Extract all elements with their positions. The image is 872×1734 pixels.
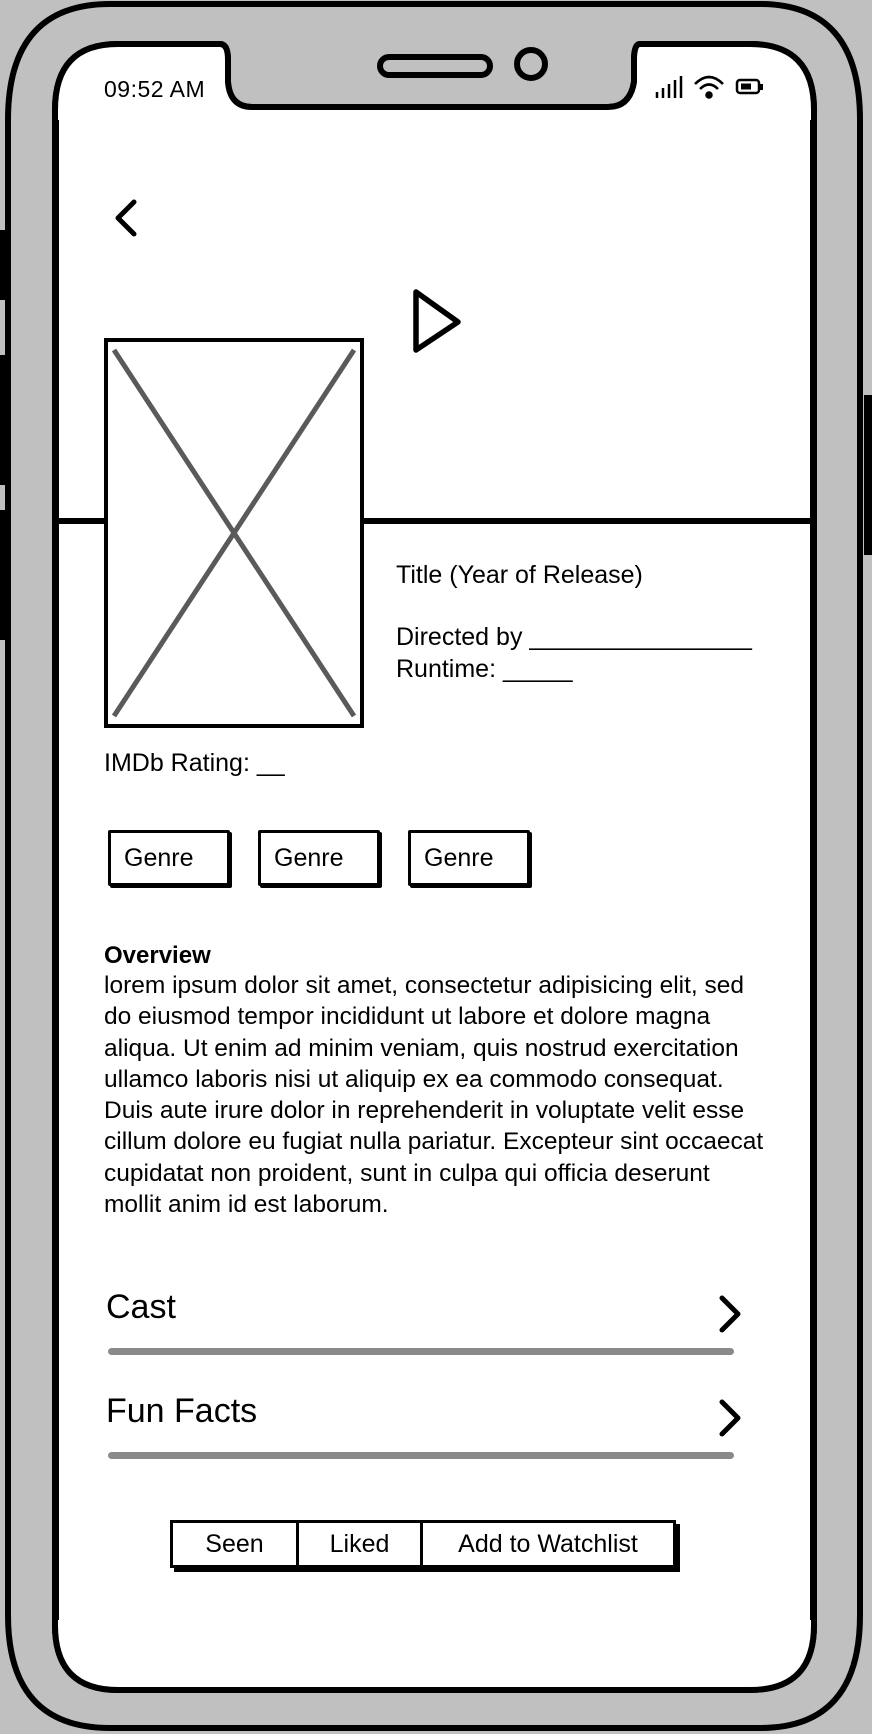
overview-text: lorem ipsum dolor sit amet, consectetur adipisicing elit, sed do eiusmod tempor incididunt ut labore et dolore magna aliqua. Ut enim ad minim veniam, quis nostrud exercitation ullamco laboris nisi ut aliquip ex ea commodo consequat. Duis aute irure dolor in reprehenderit in voluptate velit esse cillum dolore eu fugiat nulla pariatur. Excepteur sint occaecat cupidatat non proident, sunt in culpa qui officia deserunt mollit anim id est laborum. xyxy=(104,972,764,1219)
chevron-right-icon xyxy=(714,1292,744,1336)
cast-label: Cast xyxy=(106,1288,176,1326)
fun-facts-row[interactable] xyxy=(104,1386,744,1456)
play-trailer-button[interactable] xyxy=(404,286,470,358)
runtime-line: Runtime: _____ xyxy=(396,655,573,683)
genre-tag[interactable]: Genre xyxy=(408,830,530,886)
section-divider xyxy=(108,1348,734,1355)
image-placeholder-icon xyxy=(104,338,364,728)
add-to-watchlist-button[interactable]: Add to Watchlist xyxy=(420,1523,673,1565)
chevron-right-icon xyxy=(714,1396,744,1440)
imdb-rating: IMDb Rating: __ xyxy=(104,749,285,777)
overview-heading: Overview xyxy=(104,942,211,969)
director-line: Directed by ________________ xyxy=(396,623,752,651)
liked-button[interactable]: Liked xyxy=(296,1523,420,1565)
play-icon xyxy=(404,286,470,358)
fun-facts-label: Fun Facts xyxy=(106,1392,258,1430)
action-button-group xyxy=(170,1520,676,1568)
back-button[interactable] xyxy=(104,190,152,246)
movie-title: Title (Year of Release) xyxy=(396,561,643,589)
status-time: 09:52 AM xyxy=(104,76,206,102)
cast-row[interactable] xyxy=(104,1282,744,1352)
chevron-left-icon xyxy=(104,190,152,246)
genre-tag[interactable]: Genre xyxy=(108,830,230,886)
section-divider xyxy=(108,1452,734,1459)
genre-tag[interactable]: Genre xyxy=(258,830,380,886)
movie-poster xyxy=(104,338,364,728)
seen-button[interactable]: Seen xyxy=(205,1530,264,1558)
